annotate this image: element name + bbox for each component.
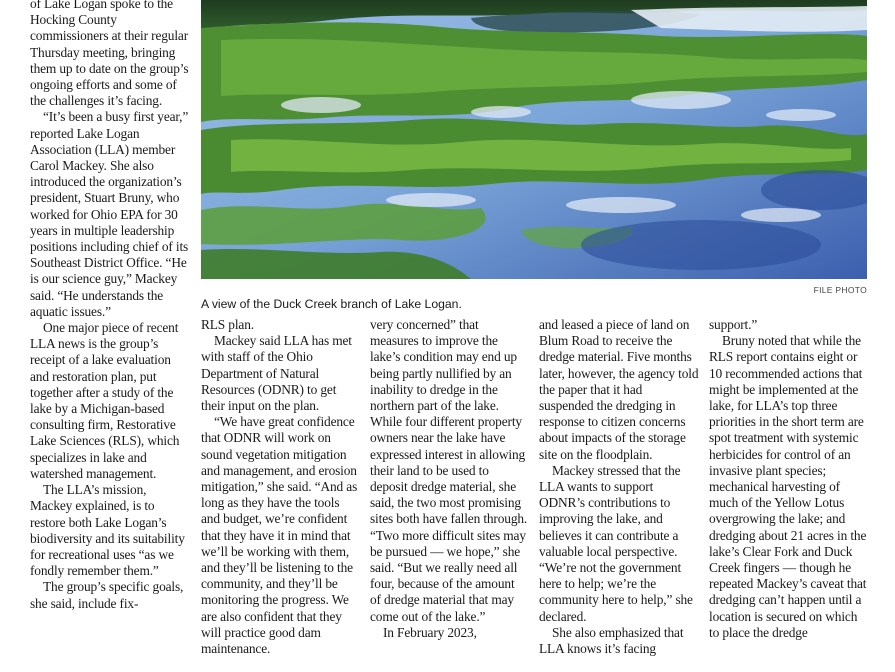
paragraph: RLS plan. (201, 317, 254, 332)
paragraph: of Lake Logan spoke to the Hocking County commissioners at their regular Thursday meeting, bringing them up to date on the group’s ongoing efforts and some of the challenges it’s facing. (30, 0, 189, 109)
paragraph: and leased a piece of land on Blum Road to receive the dredge material. Five months later, however, the agency told the paper that it had suspended the dredging in response to citizen concerns about impacts of the storage site on the floodplain. (539, 317, 699, 462)
paragraph: One major piece of recent LLA news is the group’s receipt of a lake evaluation and restoration plan, put together after a study of the lake by a Michigan-based consulting firm, Restorative Lake Sciences (RLS), which specializes in lake and watershed management. (30, 320, 180, 481)
photo-credit: FILE PHOTO (813, 285, 867, 295)
lake-photo (201, 0, 867, 279)
paragraph: “We have great confidence that ODNR will work on sound vegetation mitigation and management, and erosion mitigation,” she said. “And as long as they have the tools and budget, we’re confident that they have it in mind that we’ll be working with them, and they’ll be listening to the community, and they’ll be monitoring the progress. We are also confident that they will practice good dam maintenance. (201, 414, 358, 657)
paragraph: In February 2023, (383, 624, 477, 640)
article-column-4 (539, 317, 699, 657)
paragraph: The group’s specific goals, she said, include fix- (30, 579, 184, 611)
article-column-2 (201, 317, 359, 657)
article-column-1 (30, 0, 190, 612)
paragraph: The LLA’s mission, Mackey explained, is to restore both Lake Logan’s biodiversity and its suitability for recreational uses “as we fondly remember them.” (30, 482, 185, 579)
paragraph: Mackey stressed that the LLA wants to support ODNR’s contributions to improving the lake, and believes it can contribute a valuable local perspective. “We’re not the government here to help; we’re the community here to help,” she declared. (539, 462, 693, 624)
article-column-3 (370, 317, 528, 641)
paragraph: support.” (709, 317, 758, 332)
article-column-5 (709, 317, 869, 641)
paragraph: Bruny noted that while the RLS report contains eight or 10 recommended actions that might be implemented at the lake, for LLA’s top three priorities in the short term are spot treatment with systemic herbicides for control of an invasive plant species; mechanical harvesting of much of the Yellow Lotus overgrowing the lake; and dredging about 21 acres in the lake’s Clear Fork and Duck Creek fingers — though he repeated Mackey’s caveat that dredging can’t happen until a location is secured on which to place the dredge (709, 333, 867, 640)
paragraph: Mackey said LLA has met with staff of the Ohio Department of Natural Resources (ODNR) to get their input on the plan. (201, 333, 352, 414)
photo-caption: A view of the Duck Creek branch of Lake Logan. (201, 297, 462, 311)
paragraph: very concerned” that measures to improve the lake’s condition may end up being partly nullified by an inability to dredge in the northern part of the lake. While four different property owners near the lake have expressed interest in allowing their land to be used to deposit dredge material, she said, the two most promising sites both have fallen through. “Two more difficult sites may be pursued — we hope,” she said. “But we really need all four, because of the amount of dredge material that may come out of the lake.” (370, 317, 528, 624)
paragraph: She also emphasized that LLA knows it’s facing (539, 624, 684, 657)
paragraph: “It’s been a busy first year,” reported Lake Logan Association (LLA) member Carol Mackey. She also introduced the organization’s president, Stuart Bruny, who worked for Ohio EPA for 30 years in multiple leadership positions including chief of its Southeast District Office. “He is our science guy,” Mackey said. “He understands the aquatic issues.” (30, 109, 189, 319)
